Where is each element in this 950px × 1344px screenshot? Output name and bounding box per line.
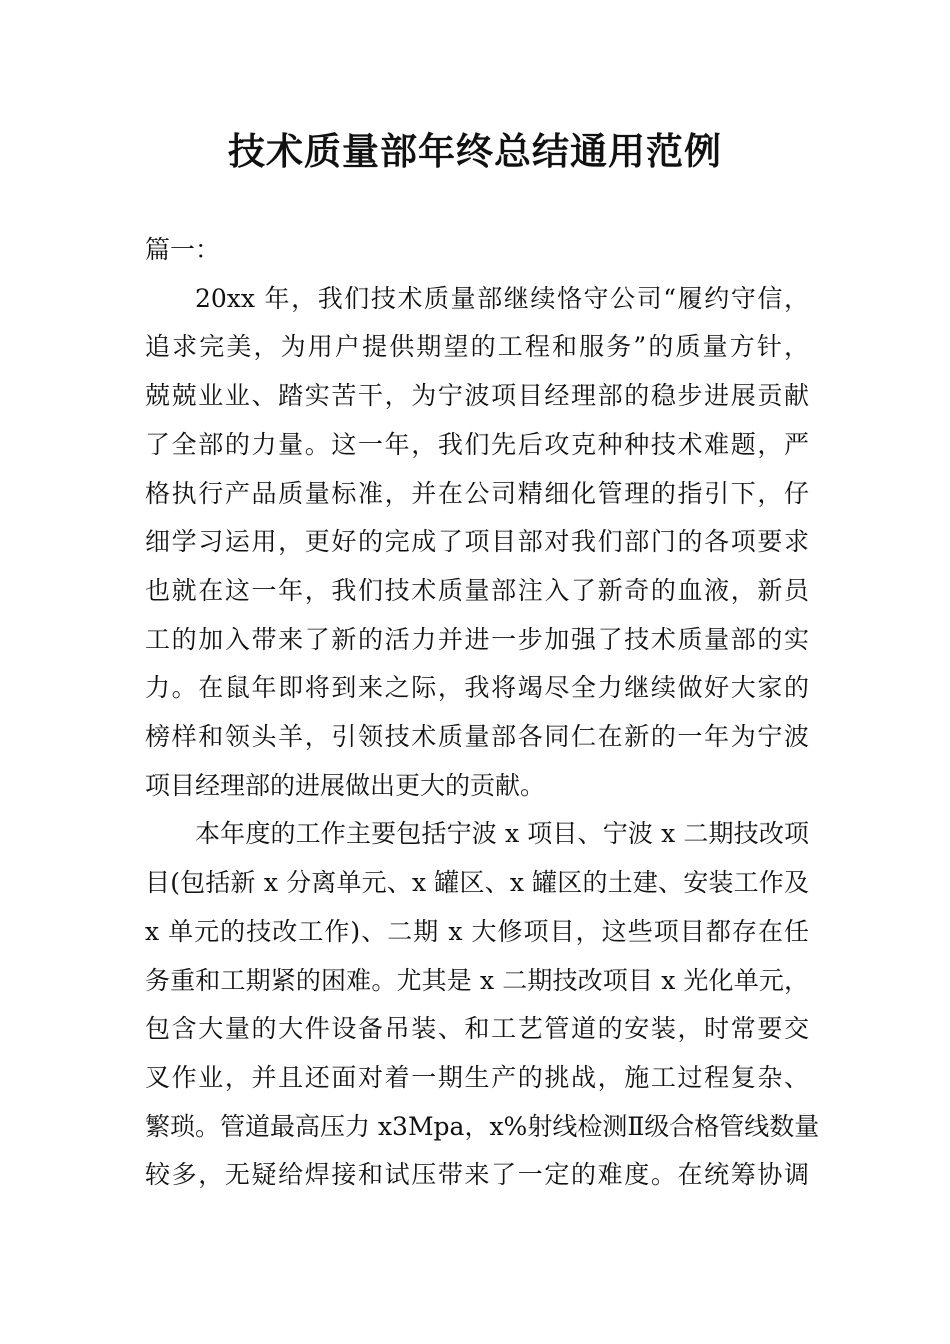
- text-line: 本年度的工作主要包括宁波 x 项目、宁波 x 二期技改项: [195, 819, 809, 849]
- text-line: 兢兢业业、踏实苦干，为宁波项目经理部的稳步进展贡献: [145, 381, 809, 411]
- text-line: x 单元的技改工作)、二期 x 大修项目，这些项目都存在任: [145, 916, 809, 946]
- text-line: 20xx 年，我们技术质量部继续恪守公司“履约守信，: [195, 283, 809, 313]
- document-body: [145, 226, 820, 1200]
- text-line: 了全部的力量。这一年，我们先后攻克种种技术难题，严: [145, 429, 809, 459]
- text-line: 格执行产品质量标准，并在公司精细化管理的指引下，仔: [145, 478, 809, 508]
- text-line: 目(包括新 x 分离单元、x 罐区、x 罐区的土建、安装工作及: [145, 868, 809, 898]
- text-line: 叉作业，并且还面对着一期生产的挑战，施工过程复杂、: [145, 1062, 809, 1092]
- text-line: 繁琐。管道最高压力 x3Mpa，x%射线检测Ⅱ级合格管线数量: [145, 1111, 820, 1141]
- paragraph-2: [145, 810, 820, 1200]
- text-line: 较多，无疑给焊接和试压带来了一定的难度。在统筹协调: [145, 1160, 809, 1190]
- text-line: 细学习运用，更好的完成了项目部对我们部门的各项要求: [145, 527, 809, 557]
- text-line: 力。在鼠年即将到来之际，我将竭尽全力继续做好大家的: [145, 673, 809, 703]
- text-line: 务重和工期紧的困难。尤其是 x 二期技改项目 x 光化单元，: [145, 965, 809, 995]
- text-line: 也就在这一年，我们技术质量部注入了新奇的血液，新员: [145, 575, 809, 605]
- text-line: 包含大量的大件设备吊装、和工艺管道的安装，时常要交: [145, 1014, 809, 1044]
- text-line: 追求完美，为用户提供期望的工程和服务”的质量方针，: [145, 332, 809, 362]
- text-line: 榜样和领头羊，引领技术质量部各同仁在新的一年为宁波: [145, 722, 809, 752]
- paragraph-1: [145, 275, 809, 811]
- section-label: 篇一：: [145, 235, 221, 264]
- text-line: 项目经理部的进展做出更大的贡献。: [145, 770, 546, 800]
- text-line: 工的加入带来了新的活力并进一步加强了技术质量部的实: [145, 624, 809, 654]
- document-title: 技术质量部年终总结通用范例: [228, 130, 722, 173]
